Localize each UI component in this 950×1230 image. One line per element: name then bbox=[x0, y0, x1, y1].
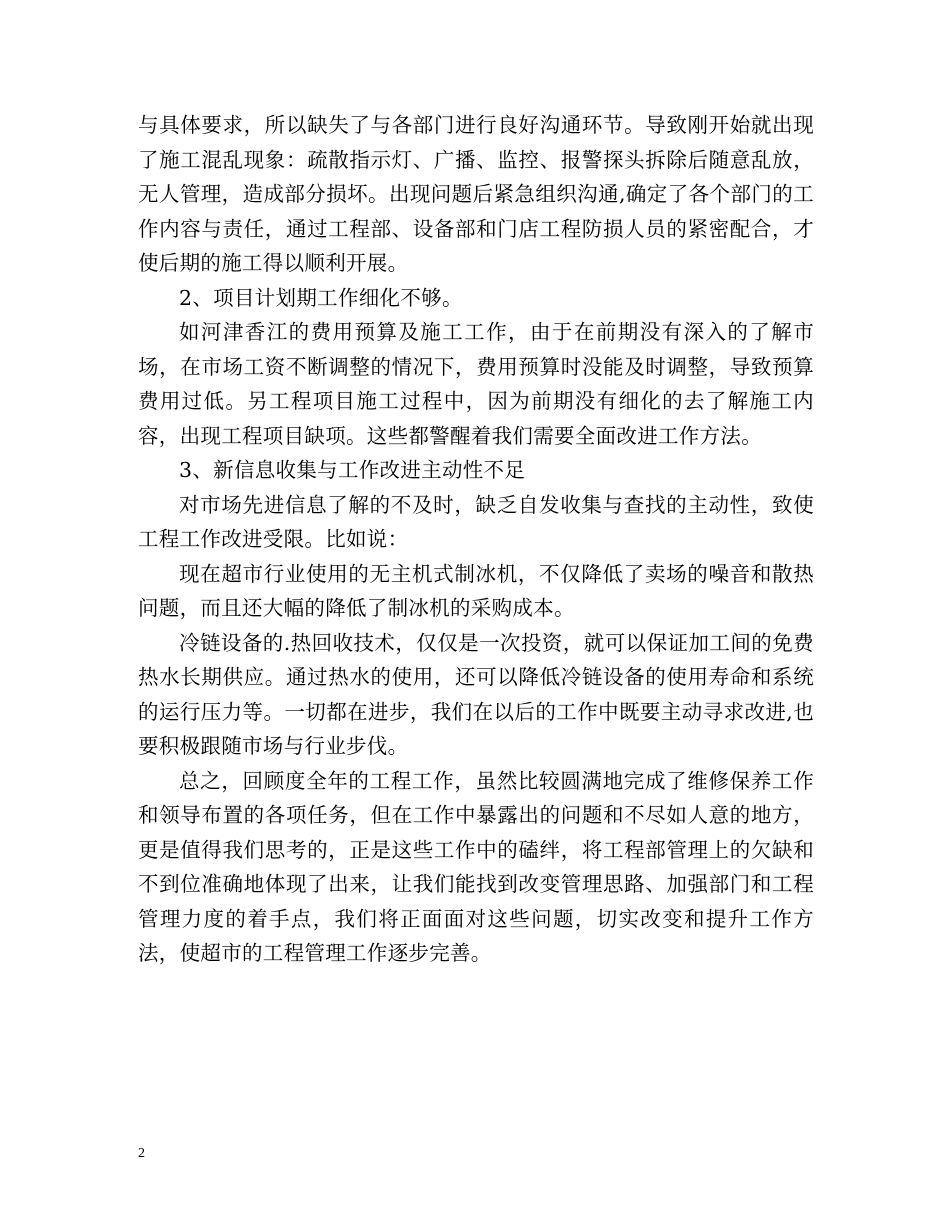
paragraph-heat-recovery: 冷链设备的.热回收技术，仅仅是一次投资，就可以保证加工间的免费热水长期供应。通过热水的使用，还可以降低冷链设备的使用寿命和系统的运行压力等。一切都在进步，我们在以后的工作中既要主动寻求改进,也要积极跟随市场与行业步伐。 bbox=[138, 630, 814, 758]
paragraph-conclusion: 总之，回顾度全年的工程工作，虽然比较圆满地完成了维修保养工作和领导布置的各项任务，但在工作中暴露出的问题和不尽如人意的地方，更是值得我们思考的，正是这些工作中的磕绊，将工程部管理上的欠缺和不到位准确地体现了出来，让我们能找到改变管理思路、加强部门和工程管理力度的着手点，我们将正面面对这些问题，切实改变和提升工作方法，使超市的工程管理工作逐步完善。 bbox=[138, 768, 814, 965]
paragraph-continuation: 与具体要求，所以缺失了与各部门进行良好沟通环节。导致刚开始就出现了施工混乱现象：疏散指示灯、广播、监控、报警探头拆除后随意乱放，无人管理，造成部分损坏。出现问题后紧急组织沟通,确定了各个部门的工作内容与责任，通过工程部、设备部和门店工程防损人员的紧密配合，才使后期的施工得以顺利开展。 bbox=[138, 113, 814, 275]
section-heading-3: 3、新信息收集与工作改进主动性不足 bbox=[179, 458, 526, 482]
paragraph-budget: 如河津香江的费用预算及施工工作，由于在前期没有深入的了解市场，在市场工资不断调整的情况下，费用预算时没能及时调整，导致预算费用过低。另工程项目施工过程中，因为前期没有细化的去了解施工内容，出现工程项目缺项。这些都警醒着我们需要全面改进工作方法。 bbox=[138, 320, 814, 448]
page-number: 2 bbox=[138, 1146, 145, 1161]
paragraph-market-info: 对市场先进信息了解的不及时，缺乏自发收集与查找的主动性，致使工程工作改进受限。比如说： bbox=[138, 492, 814, 551]
paragraph-ice-machine: 现在超市行业使用的无主机式制冰机，不仅降低了卖场的噪音和散热问题，而且还大幅的降低了制冰机的采购成本。 bbox=[138, 561, 814, 620]
document-body bbox=[138, 108, 814, 971]
section-heading-2: 2、项目计划期工作细化不够。 bbox=[179, 285, 463, 310]
